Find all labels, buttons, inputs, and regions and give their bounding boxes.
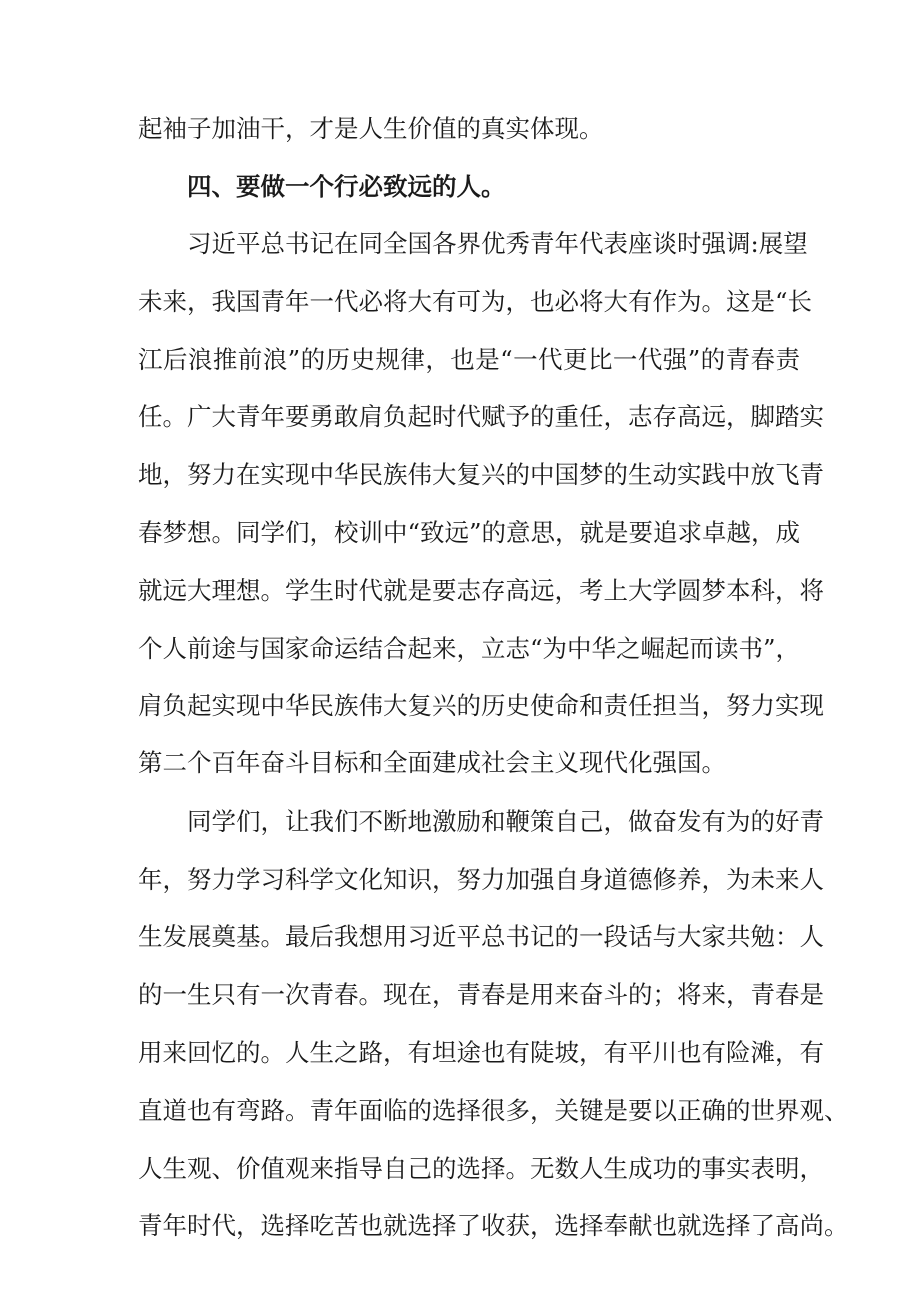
text-line: 生发展奠基。最后我想用习近平总书记的一段话与大家共勉：人 xyxy=(138,922,824,951)
text-line: 直道也有弯路。青年面临的选择很多，关键是要以正确的世界观、 xyxy=(138,1096,849,1125)
text-line: 用来回忆的。人生之路，有坦途也有陡坡，有平川也有险滩，有 xyxy=(138,1038,824,1067)
text-line: 任。广大青年要勇敢肩负起时代赋予的重任，志存高远，脚踏实 xyxy=(138,402,824,431)
paragraph-first-line: 习近平总书记在同全国各界优秀青年代表座谈时强调:展望 xyxy=(187,229,808,258)
text-line: 第二个百年奋斗目标和全面建成社会主义现代化强国。 xyxy=(138,748,726,777)
text-line: 起袖子加油干，才是人生价值的真实体现。 xyxy=(138,114,604,143)
text-line: 就远大理想。学生时代就是要志存高远，考上大学圆梦本科，将 xyxy=(138,576,824,605)
text-line: 肩负起实现中华民族伟大复兴的历史使命和责任担当，努力实现 xyxy=(138,691,824,720)
section-heading: 四、要做一个行必致远的人。 xyxy=(187,172,506,201)
text-line: 个人前途与国家命运结合起来，立志“为中华之崛起而读书”， xyxy=(138,634,801,663)
text-line: 未来，我国青年一代必将大有可为，也必将大有作为。这是“长 xyxy=(138,287,813,316)
text-line: 地，努力在实现中华民族伟大复兴的中国梦的生动实践中放飞青 xyxy=(138,460,824,489)
text-line: 人生观、价值观来指导自己的选择。无数人生成功的事实表明， xyxy=(138,1154,824,1183)
text-line: 江后浪推前浪”的历史规律，也是“一代更比一代强”的青春责 xyxy=(138,345,800,374)
text-line: 青年时代，选择吃苦也就选择了收获，选择奉献也就选择了高尚。 xyxy=(138,1211,849,1240)
paragraph-first-line: 同学们，让我们不断地激励和鞭策自己，做奋发有为的好青 xyxy=(187,807,824,836)
text-line: 春梦想。同学们，校训中“致远”的意思，就是要追求卓越，成 xyxy=(138,518,801,547)
text-line: 的一生只有一次青春。现在，青春是用来奋斗的；将来，青春是 xyxy=(138,980,824,1009)
text-line: 年，努力学习科学文化知识，努力加强自身道德修养，为未来人 xyxy=(138,865,824,894)
